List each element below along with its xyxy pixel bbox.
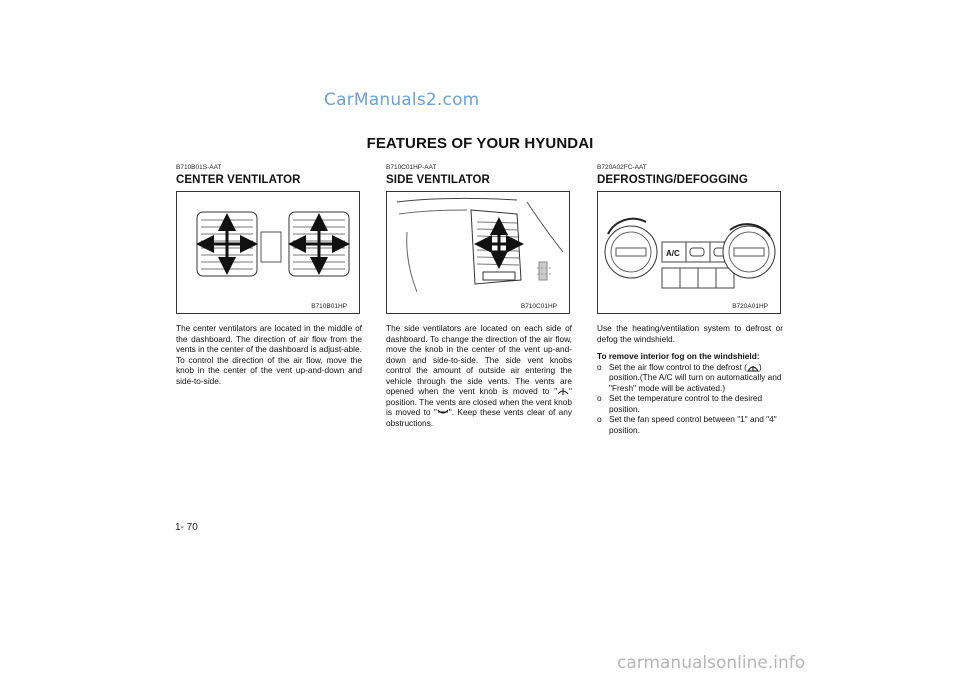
section-defrosting <box>597 164 783 435</box>
text-part: Set the air flow control to the defrost ( <box>609 361 747 372</box>
section-title: CENTER VENTILATOR <box>176 174 301 186</box>
bullet-text: Set the temperature control to the desired position. <box>609 393 763 414</box>
bullet-mark: o <box>597 361 602 372</box>
figure-code: B710C01HP <box>520 303 557 310</box>
bullet-text: Set the fan speed control between "1" and "4" position. <box>609 414 777 435</box>
list-item <box>597 362 783 394</box>
center-ventilator-figure <box>176 191 360 314</box>
climate-panel-illustration <box>598 192 781 314</box>
text-part: ". Keep these vents clear of any obstructions. <box>386 407 572 428</box>
side-vent-illustration <box>387 192 570 314</box>
paragraph: Use the heating/ventilation system to defrost or defog the windshield. <box>597 323 783 344</box>
paragraph: To control the direction of the air flow, move the knob in the center of the vent up-and-down and side-to-side. <box>176 354 362 386</box>
list-item <box>597 414 783 435</box>
section-code: B710C01HP-AAT <box>386 164 437 171</box>
bullet-mark: o <box>597 414 602 424</box>
defrost-icon <box>747 363 759 372</box>
bullet-mark: o <box>597 393 602 403</box>
section-body <box>176 323 362 386</box>
vent-open-icon <box>557 387 569 396</box>
ac-button-label: A/C <box>666 249 680 258</box>
figure-code: B720A01HP <box>732 303 768 310</box>
center-vents-illustration <box>177 192 360 314</box>
subheading: To remove interior fog on the windshield: <box>597 351 760 361</box>
text-part: The side ventilators are located on each side of dashboard. To change the direction of the air flow, move the knob in the center of the vent up-and-down and side-to-side. The side vent knobs control the amount of outside air entering the vehicle through the side vents. The vents are opened when the vent knob is moved to " <box>386 323 572 396</box>
climate-panel-figure <box>597 191 781 314</box>
list-item <box>597 393 783 414</box>
text-part: ) position.(The A/C will turn on automatically and "Fresh" mode will be activated.) <box>609 361 782 393</box>
text-part: " position. The vents are closed when the vent knob is moved to " <box>386 386 572 417</box>
page-number: 1- 70 <box>175 522 198 533</box>
section-body <box>386 323 572 428</box>
figure-code: B710B01HP <box>311 303 347 310</box>
section-body <box>597 323 783 435</box>
side-ventilator-figure <box>386 191 570 314</box>
section-title: SIDE VENTILATOR <box>386 174 490 186</box>
paragraph <box>386 323 572 428</box>
watermark-bottom[interactable]: carmanualsonline.info <box>617 653 806 673</box>
watermark-top[interactable]: CarManuals2.com <box>324 90 480 110</box>
bullet-text <box>609 362 783 394</box>
section-side-ventilator <box>386 164 572 428</box>
section-code: B720A02FC-AAT <box>597 164 647 171</box>
section-title: DEFROSTING/DEFOGGING <box>597 174 748 186</box>
section-center-ventilator <box>176 164 362 386</box>
paragraph: The center ventilators are located in the middle of the dashboard. The direction of air flow from the vents in the center of the dashboard is adjust-able. <box>176 323 362 354</box>
vent-closed-icon <box>437 408 449 417</box>
section-code: B710B01S-AAT <box>176 164 222 171</box>
page-header: FEATURES OF YOUR HYUNDAI <box>366 135 594 152</box>
